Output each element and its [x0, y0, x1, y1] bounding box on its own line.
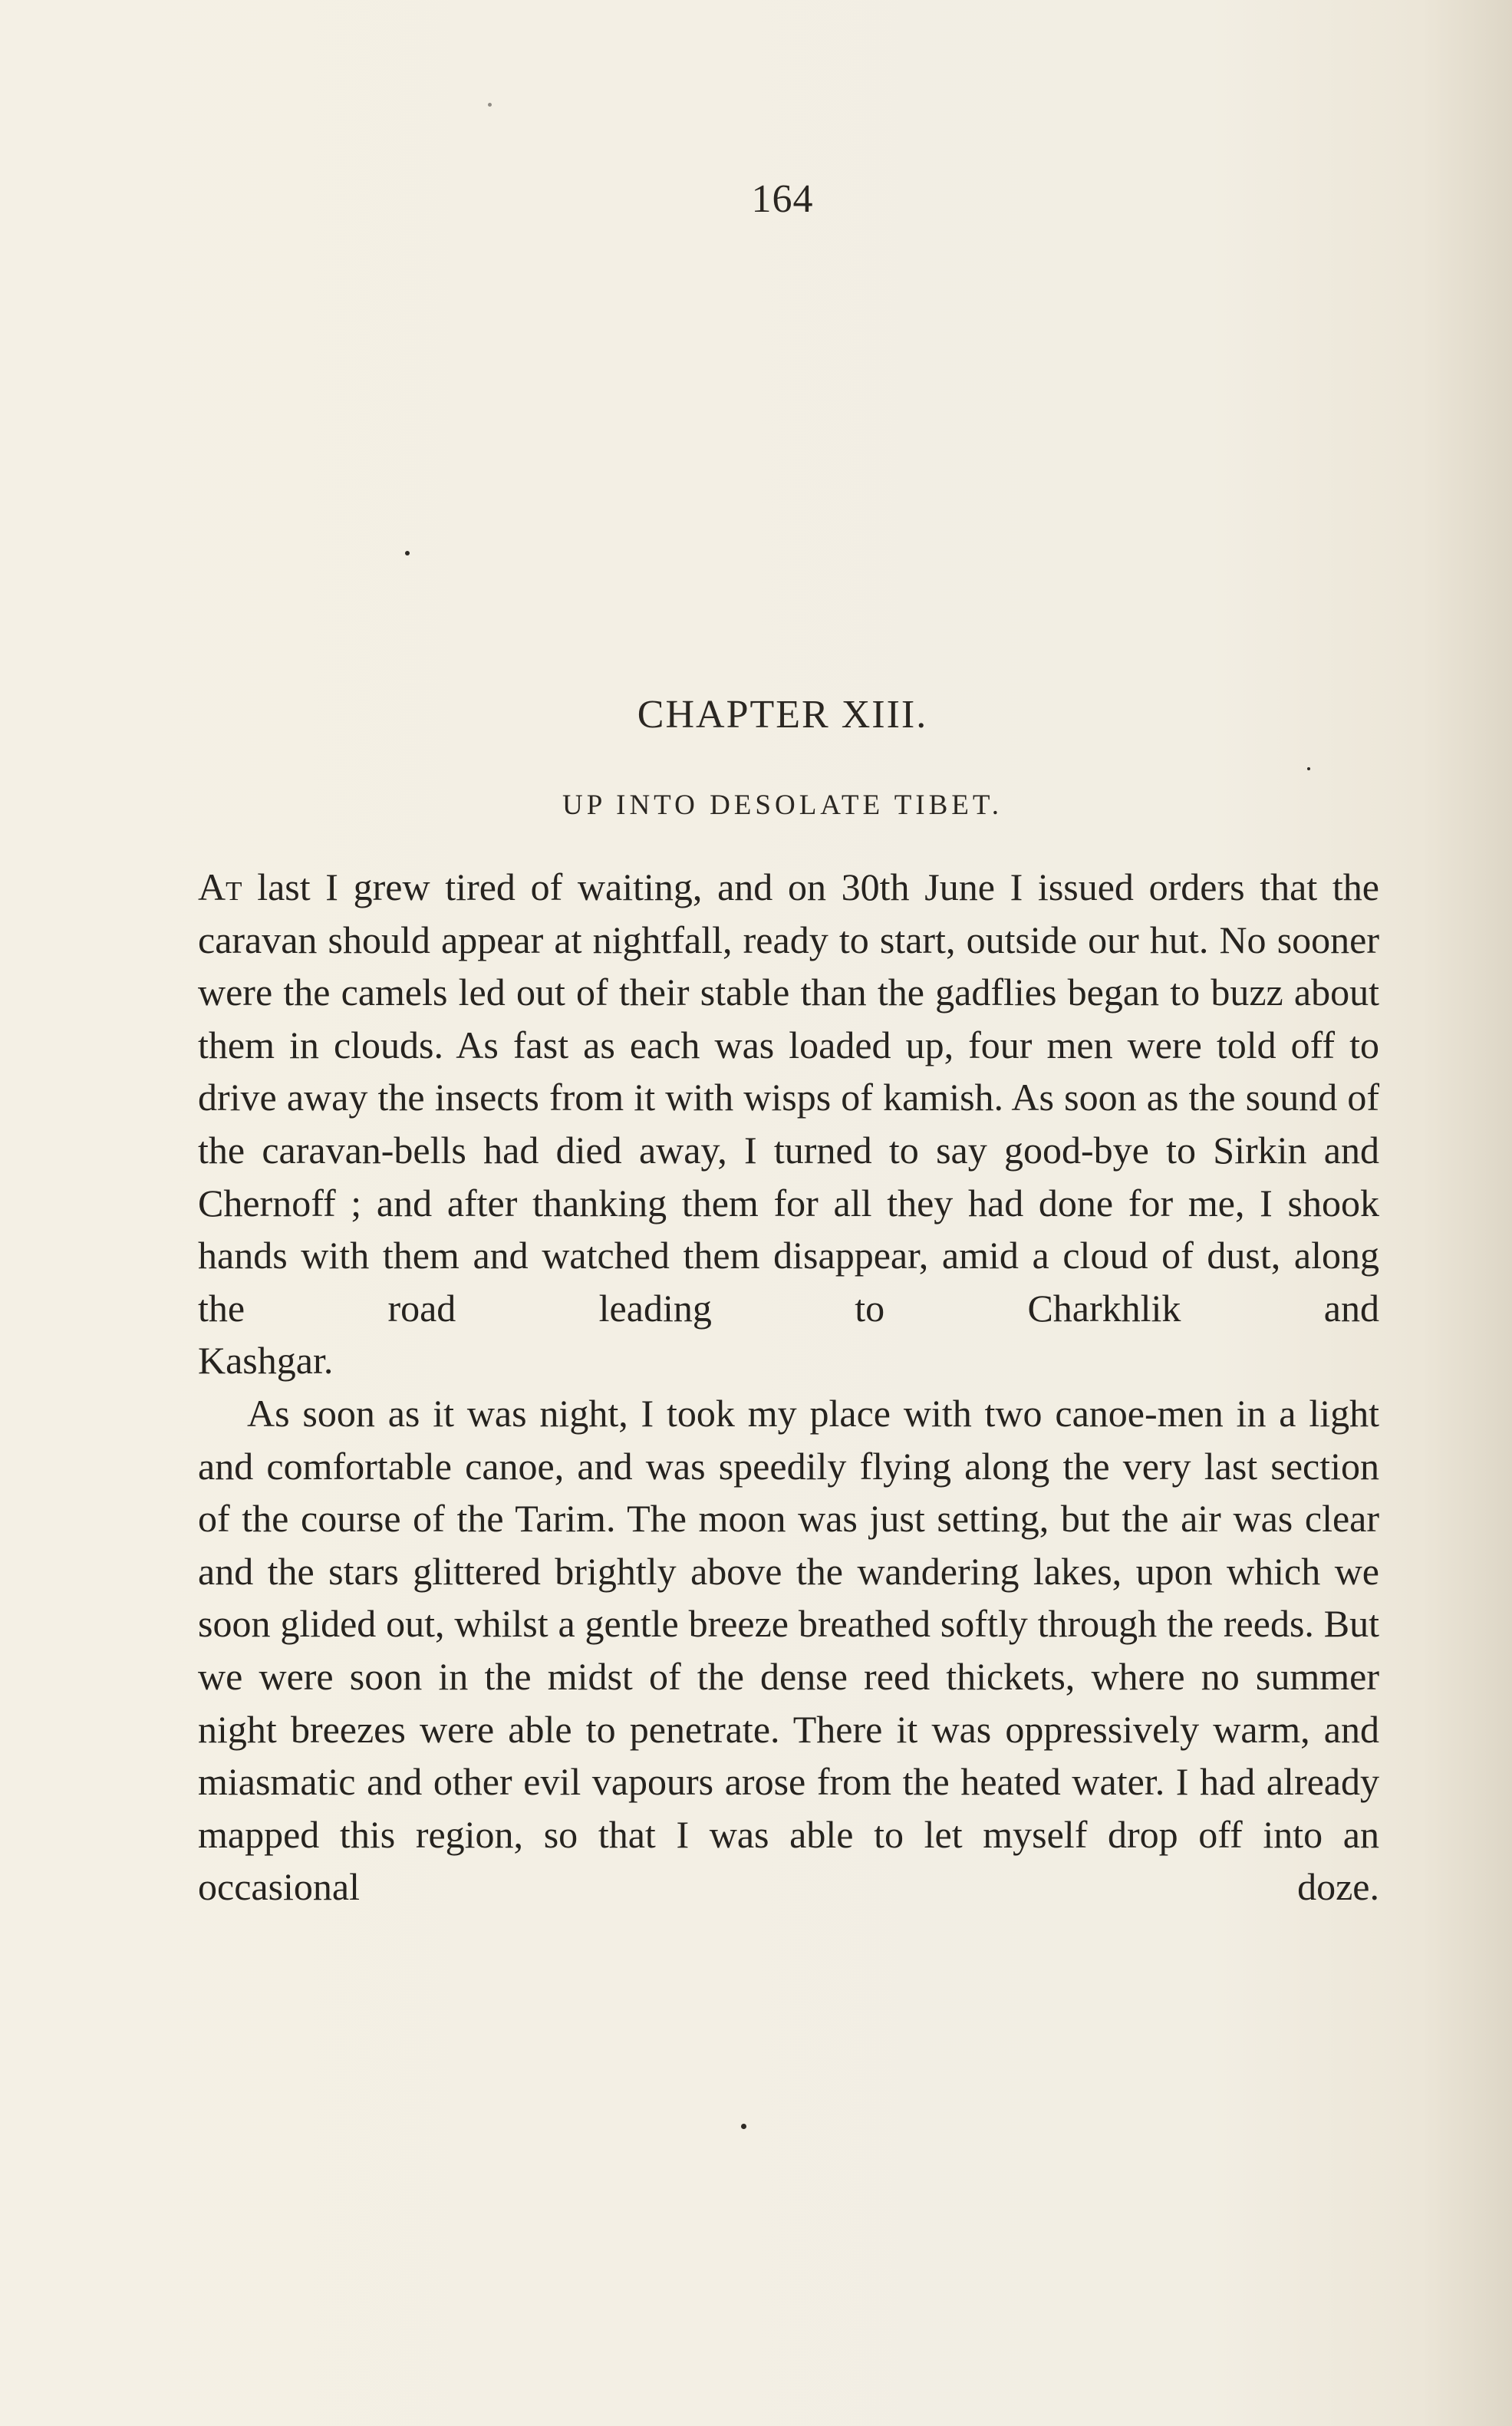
- paragraph-1-text: last I grew tired of waiting, and on 30th June I issued orders that the caravan should appear at nightfall, ready to start, outside our hut. No sooner were the camels led out of their stable than the gadflies began to buzz about them in clouds. As fast as each was loaded up, four men were told off to drive away the insects from it with wisps of kamish. As soon as the sound of the caravan-bells had died away, I turned to say good-bye to Sirkin and Chernoff ; and after thanking them for all they had done for me, I shook hands with them and watched them disappear, amid a cloud of dust, along the road leading to Charkhlik and: [198, 865, 1379, 1330]
- page-number: 164: [751, 177, 814, 221]
- ink-speck: [741, 2124, 746, 2129]
- chapter-title: CHAPTER XIII.: [637, 693, 928, 737]
- paragraph-1: [198, 861, 1379, 1334]
- ink-speck: [405, 551, 410, 555]
- paragraph-1-lead: At: [198, 865, 242, 908]
- ink-speck: [1307, 767, 1310, 770]
- paragraph-2: As soon as it was night, I took my place with two canoe-men in a light and comfortable canoe, and was speedily flying along the very last section of the course of the Tarim. The moon was just setting, but the air was clear and the stars glittered brightly above the wandering lakes, upon which we soon glided out, whilst a gentle breeze breathed softly through the reeds. But we were soon in the midst of the dense reed thickets, where no summer night breezes were able to penetrate. There it was oppressively warm, and miasmatic and other evil vapours arose from the heated water. I had already mapped this region, so that I was able to let myself drop off into an occasional doze.: [198, 1391, 1379, 1909]
- body-text: [198, 861, 1379, 1913]
- paragraph-1-last-line: Kashgar.: [198, 1339, 334, 1383]
- ink-speck: [488, 103, 492, 107]
- chapter-subtitle: UP INTO DESOLATE TIBET.: [562, 789, 1003, 821]
